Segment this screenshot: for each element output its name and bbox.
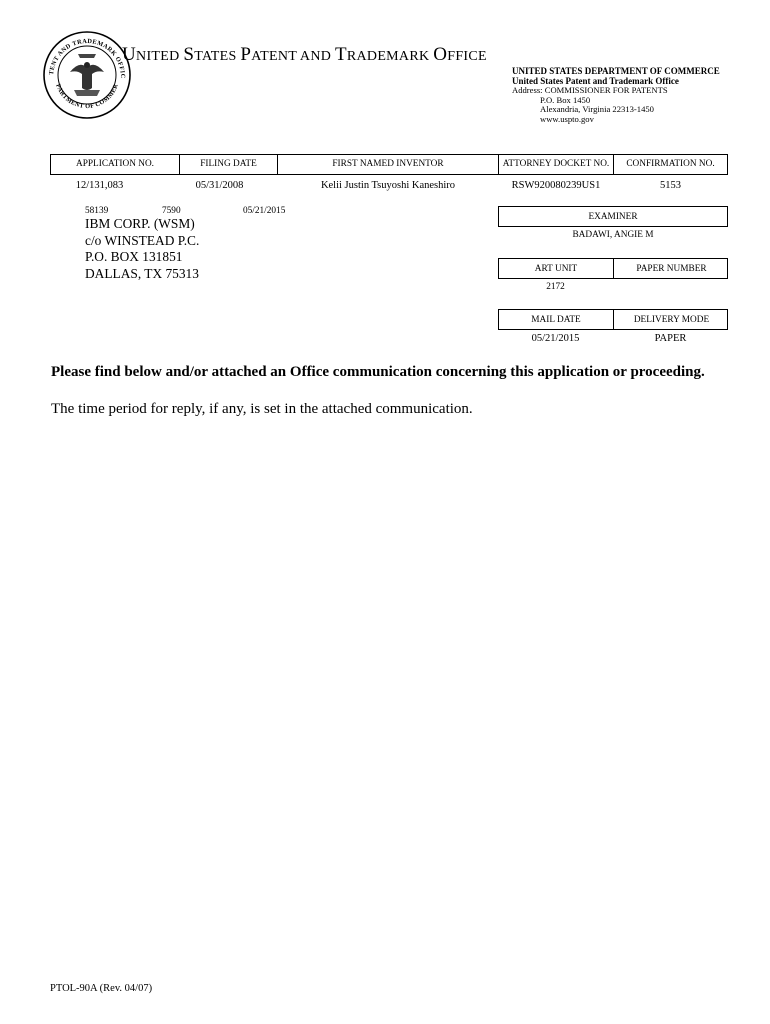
value-filing-date: 05/31/2008	[195, 180, 244, 191]
art-unit-value: 2172	[546, 282, 565, 292]
address-line: IBM CORP. (WSM)	[85, 216, 195, 231]
reply-period-text: The time period for reply, if any, is set in the attached communication.	[51, 401, 473, 417]
svg-text:DEPARTMENT OF COMMERCE: PARTMENT OF COMMER	[54, 83, 120, 111]
address-line-2: P.O. Box 1450	[540, 94, 591, 105]
header-confirmation-no: CONFIRMATION NO.	[613, 154, 728, 175]
customer-number: 58139	[85, 206, 109, 216]
mail-date-label: MAIL DATE	[499, 310, 614, 329]
mail-date-value: 05/21/2015	[531, 333, 580, 344]
value-confirmation-no: 5153	[660, 180, 681, 191]
value-application-no: 12/131,083	[75, 180, 124, 191]
examiner-name: BADAWI, ANGIE M	[572, 230, 654, 240]
value-attorney-docket-no: RSW920080239US1	[511, 180, 601, 191]
examiner-header	[498, 206, 728, 227]
address-line-3: Alexandria, Virginia 22313-1450	[540, 104, 654, 115]
address-line: DALLAS, TX 75313	[85, 265, 199, 281]
header-attorney-docket-no: ATTORNEY DOCKET NO.	[498, 154, 614, 175]
office-communication-notice: Please find below and/or attached an Office communication concerning this application or proceeding.	[51, 364, 705, 380]
address-line-1: Address: COMMISSIONER FOR PATENTS	[512, 85, 668, 96]
art-unit-label: ART UNIT	[499, 259, 614, 278]
art-unit-header	[498, 258, 728, 279]
dept-line-2: United States Patent and Trademark Office	[512, 75, 679, 86]
value-first-named-inventor: Kelii Justin Tsuyoshi Kaneshiro	[320, 180, 456, 191]
uspto-seal-logo	[42, 30, 132, 120]
header-first-named-inventor: FIRST NAMED INVENTOR	[277, 154, 499, 175]
header-filing-date: FILING DATE	[179, 154, 278, 175]
delivery-mode-value: PAPER	[654, 333, 687, 344]
dept-line-1: UNITED STATES DEPARTMENT OF COMMERCE	[512, 66, 720, 76]
office-title: UNITED STATES PATENT AND TRADEMARK OFFICE	[122, 44, 487, 65]
paper-number-label: PAPER NUMBER	[636, 263, 707, 274]
department-address-block	[512, 67, 720, 125]
address-line: P.O. BOX 131851	[85, 249, 183, 264]
correspondence-address	[85, 216, 199, 282]
svg-text:PATENT AND TRADEMARK OFFICE: TENT AND TRADEMARK OFFIC	[48, 37, 127, 79]
header-application-no: APPLICATION NO.	[50, 154, 180, 175]
address-line: c/o WINSTEAD P.C.	[85, 232, 200, 248]
examiner-label: EXAMINER	[588, 211, 638, 222]
form-footer: PTOL-90A (Rev. 04/07)	[50, 983, 153, 994]
correspondence-code: 7590	[162, 206, 181, 216]
mail-header	[498, 309, 728, 330]
address-line-4: www.uspto.gov	[540, 113, 594, 124]
delivery-mode-label: DELIVERY MODE	[633, 314, 710, 325]
correspondence-date: 05/21/2015	[243, 206, 286, 216]
